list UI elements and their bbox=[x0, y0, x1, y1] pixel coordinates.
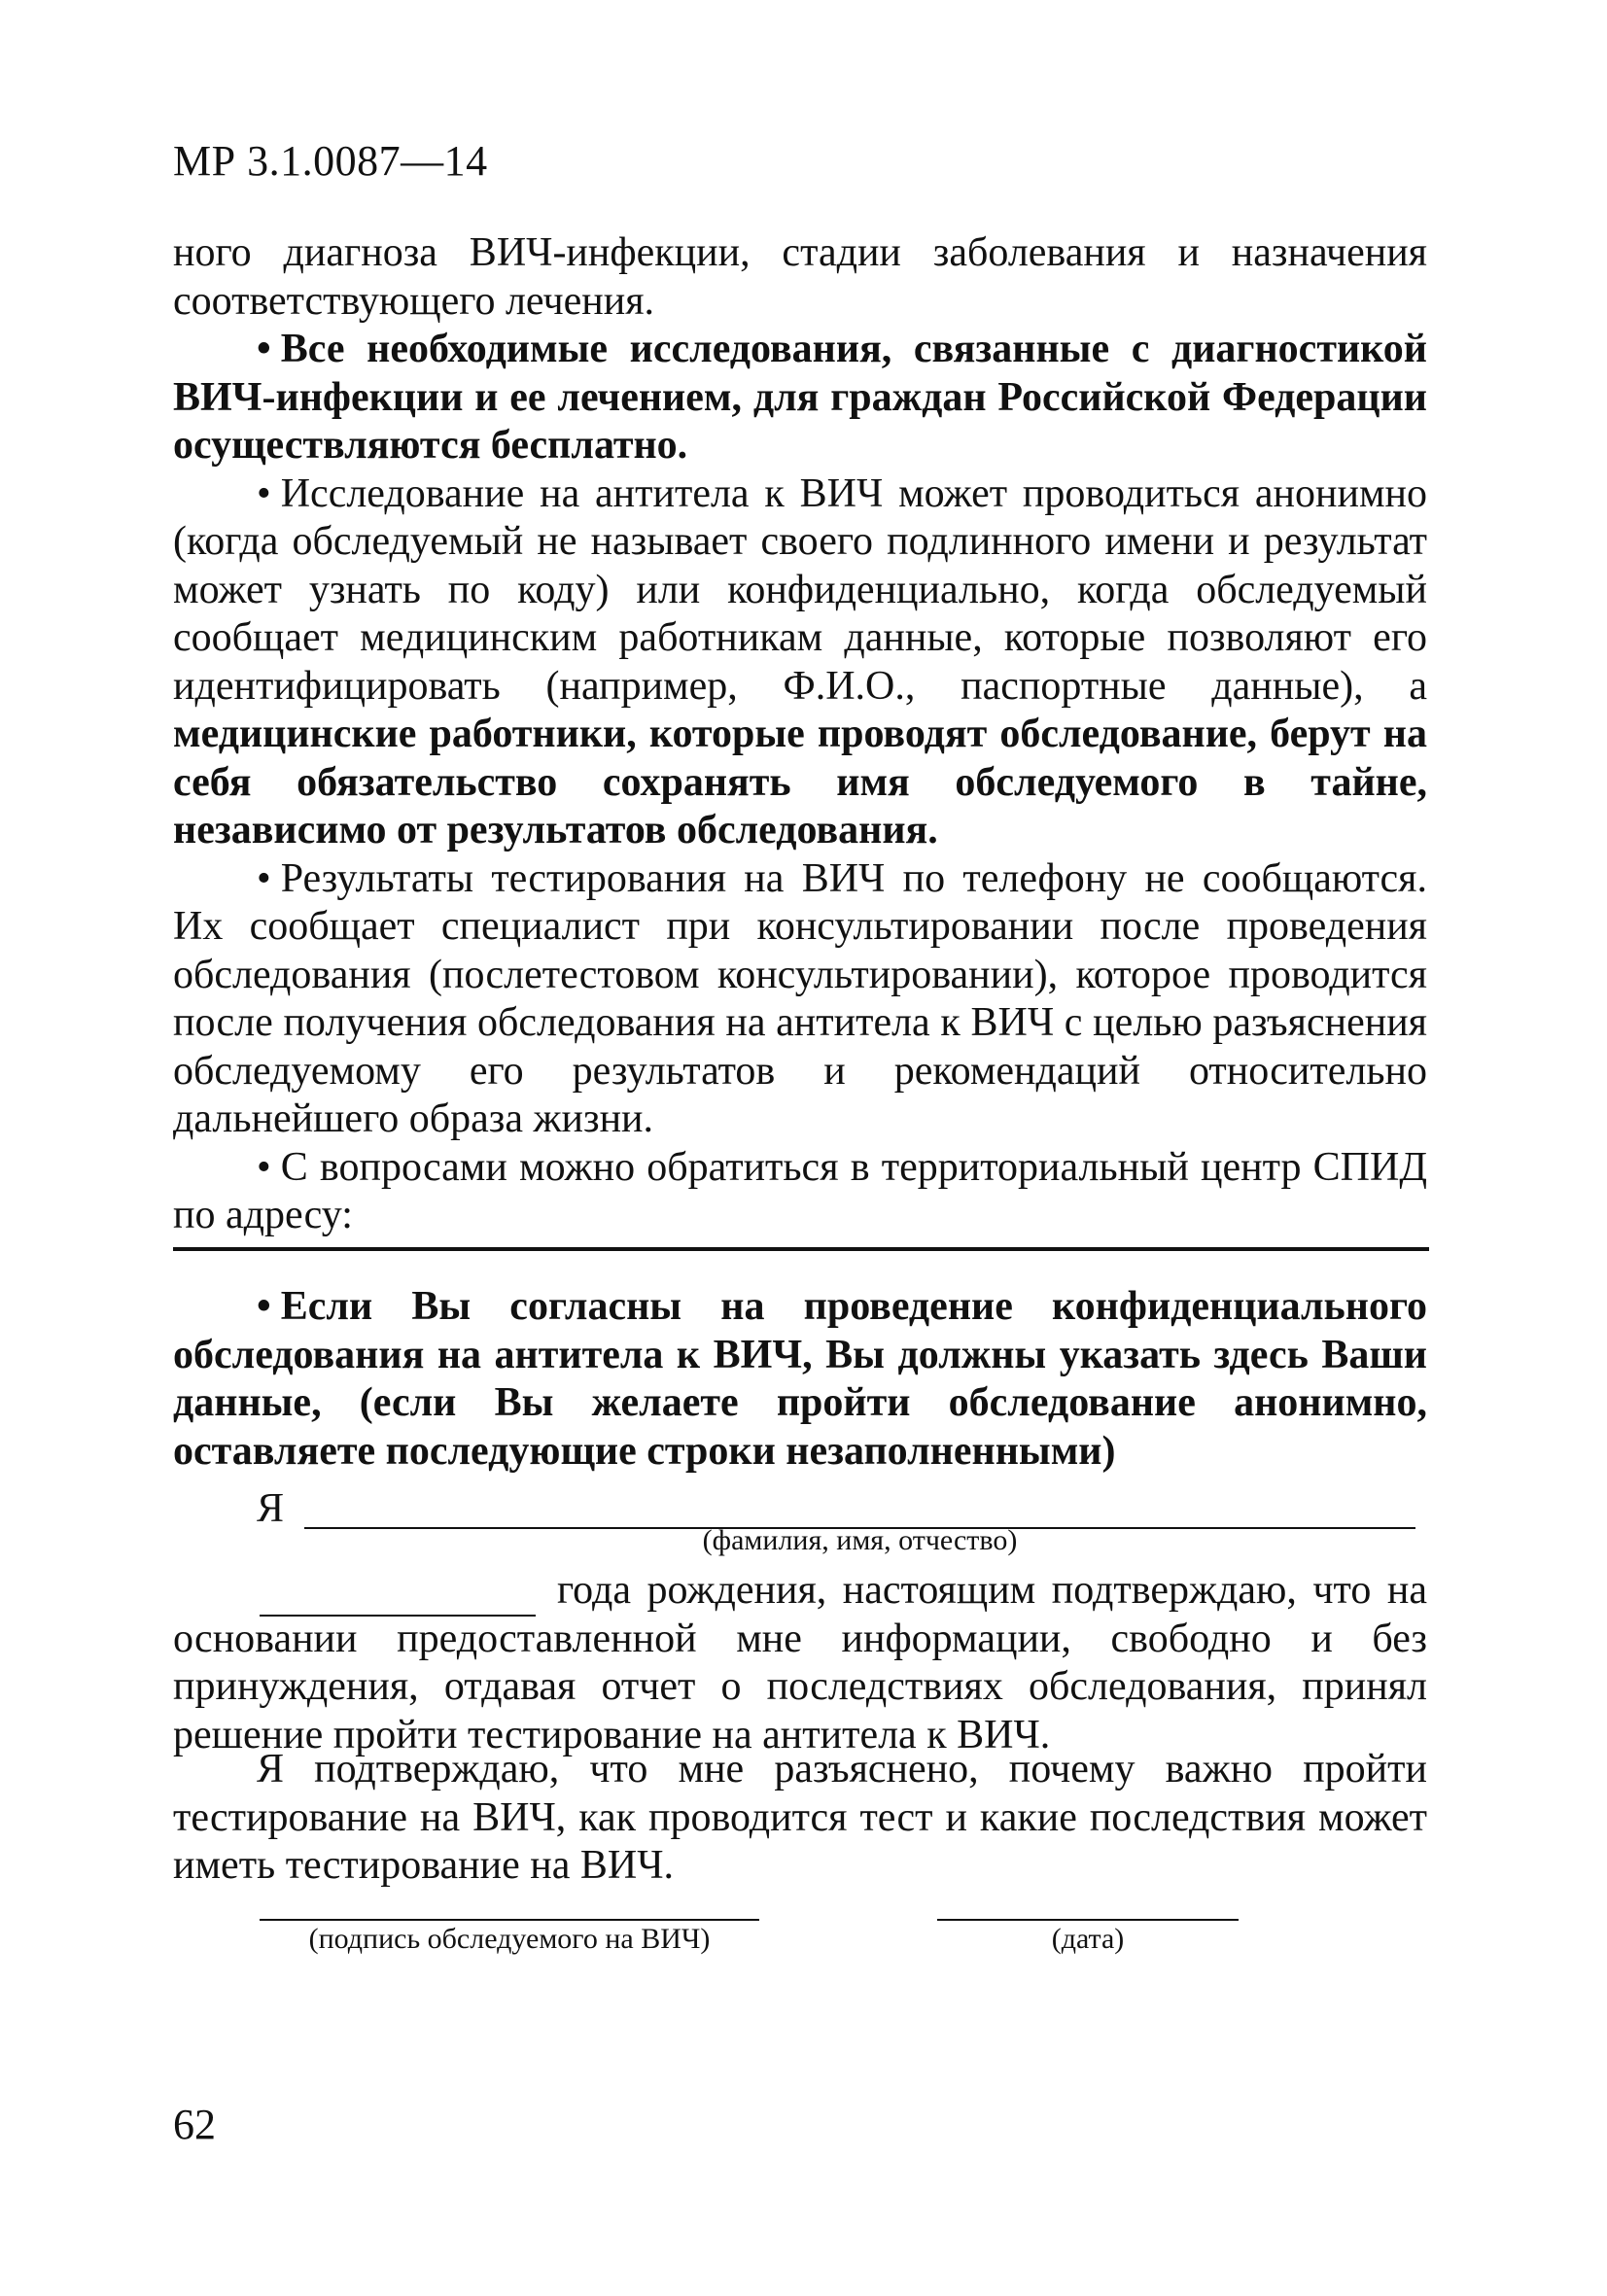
confirmation-text: Я подтверждаю, что мне разъяснено, почему важно пройти тестирование на ВИЧ, как проводится тест и какие последствия может иметь тестирование на ВИЧ. bbox=[173, 1747, 1427, 1888]
page-number: 62 bbox=[173, 2101, 216, 2148]
paragraph-contact-center bbox=[173, 1144, 1427, 1240]
consent-instruction-text: Если Вы согласны на проведение конфиденциального обследования на антитела к ВИЧ, Вы должны указать здесь Ваши данные, (если Вы желаете пройти обследование анонимно, оставляете последующие строки незаполненными) bbox=[173, 1284, 1427, 1474]
date-caption: (дата) bbox=[1051, 1923, 1125, 1955]
consent-statement-body: года рождения, настоящим подтверждаю, что на основании предоставленной мне информации, свободно и без принуждения, отдавая отчет о последствиях обследования, принял решение пройти тестирование на антитела к ВИЧ. bbox=[173, 1568, 1427, 1757]
consent-instruction-block bbox=[173, 1283, 1427, 1476]
date-fill-line[interactable] bbox=[937, 1919, 1239, 1921]
confirmation-block bbox=[173, 1746, 1427, 1891]
bullet-icon: • bbox=[257, 470, 271, 516]
paragraph-consent-instruction bbox=[173, 1283, 1427, 1476]
anonymous-testing-text: Исследование на антитела к ВИЧ может проводиться анонимно (когда обследуемый не называет своего подлинного имени и результат может узнать по коду) или конфиденциально, когда обследуемый сообщает медицинским работникам данные, которые позволяют его идентифицировать (например, Ф.И.О., паспортные данные), а bbox=[173, 470, 1427, 709]
paragraph-continuation: ного диагноза ВИЧ-инфекции, стадии заболевания и назначения соответствующего лечения. bbox=[173, 230, 1427, 324]
full-name-caption: (фамилия, имя, отчество) bbox=[702, 1524, 1018, 1556]
contact-center-text: С вопросами можно обратиться в территориальный центр СПИД по адресу: bbox=[173, 1144, 1427, 1237]
free-of-charge-text: Все необходимые исследования, связанные с диагностикой ВИЧ-инфекции и ее лечением, для граждан Российской Федерации осуществляются бесплатно. bbox=[173, 327, 1427, 468]
bullet-icon: • bbox=[257, 1284, 271, 1329]
bullet-icon: • bbox=[257, 855, 271, 901]
document-code-header: МР 3.1.0087—14 bbox=[173, 137, 488, 185]
signature-caption: (подпись обследуемого на ВИЧ) bbox=[308, 1923, 711, 1955]
bullet-icon: • bbox=[257, 327, 271, 371]
results-by-phone-text: Результаты тестирования на ВИЧ по телефону не сообщаются. Их сообщает специалист при консультировании после проведения обследования (послетестовом консультировании), которое проводится после получения обследования на антитела к ВИЧ с целью разъяснения обследуемому его результатов и рекомендаций относительно дальнейшего образа жизни. bbox=[173, 855, 1427, 1141]
signature-fill-line[interactable] bbox=[260, 1919, 759, 1921]
bullet-icon: • bbox=[257, 1144, 271, 1190]
name-prefix: Я bbox=[257, 1486, 285, 1531]
consent-statement-text bbox=[173, 1567, 1427, 1759]
paragraph-anonymous-testing bbox=[173, 470, 1427, 855]
information-text-block bbox=[173, 229, 1427, 1240]
confidentiality-obligation-text: медицинские работники, которые проводят обследование, берут на себя обязательство сохранять имя обследуемого в тайне, независимо от результатов обследования. bbox=[173, 712, 1427, 852]
address-fill-line[interactable] bbox=[173, 1247, 1429, 1251]
paragraph-free-of-charge bbox=[173, 326, 1427, 470]
paragraph-results-by-phone bbox=[173, 855, 1427, 1144]
consent-statement-block bbox=[173, 1567, 1427, 1759]
